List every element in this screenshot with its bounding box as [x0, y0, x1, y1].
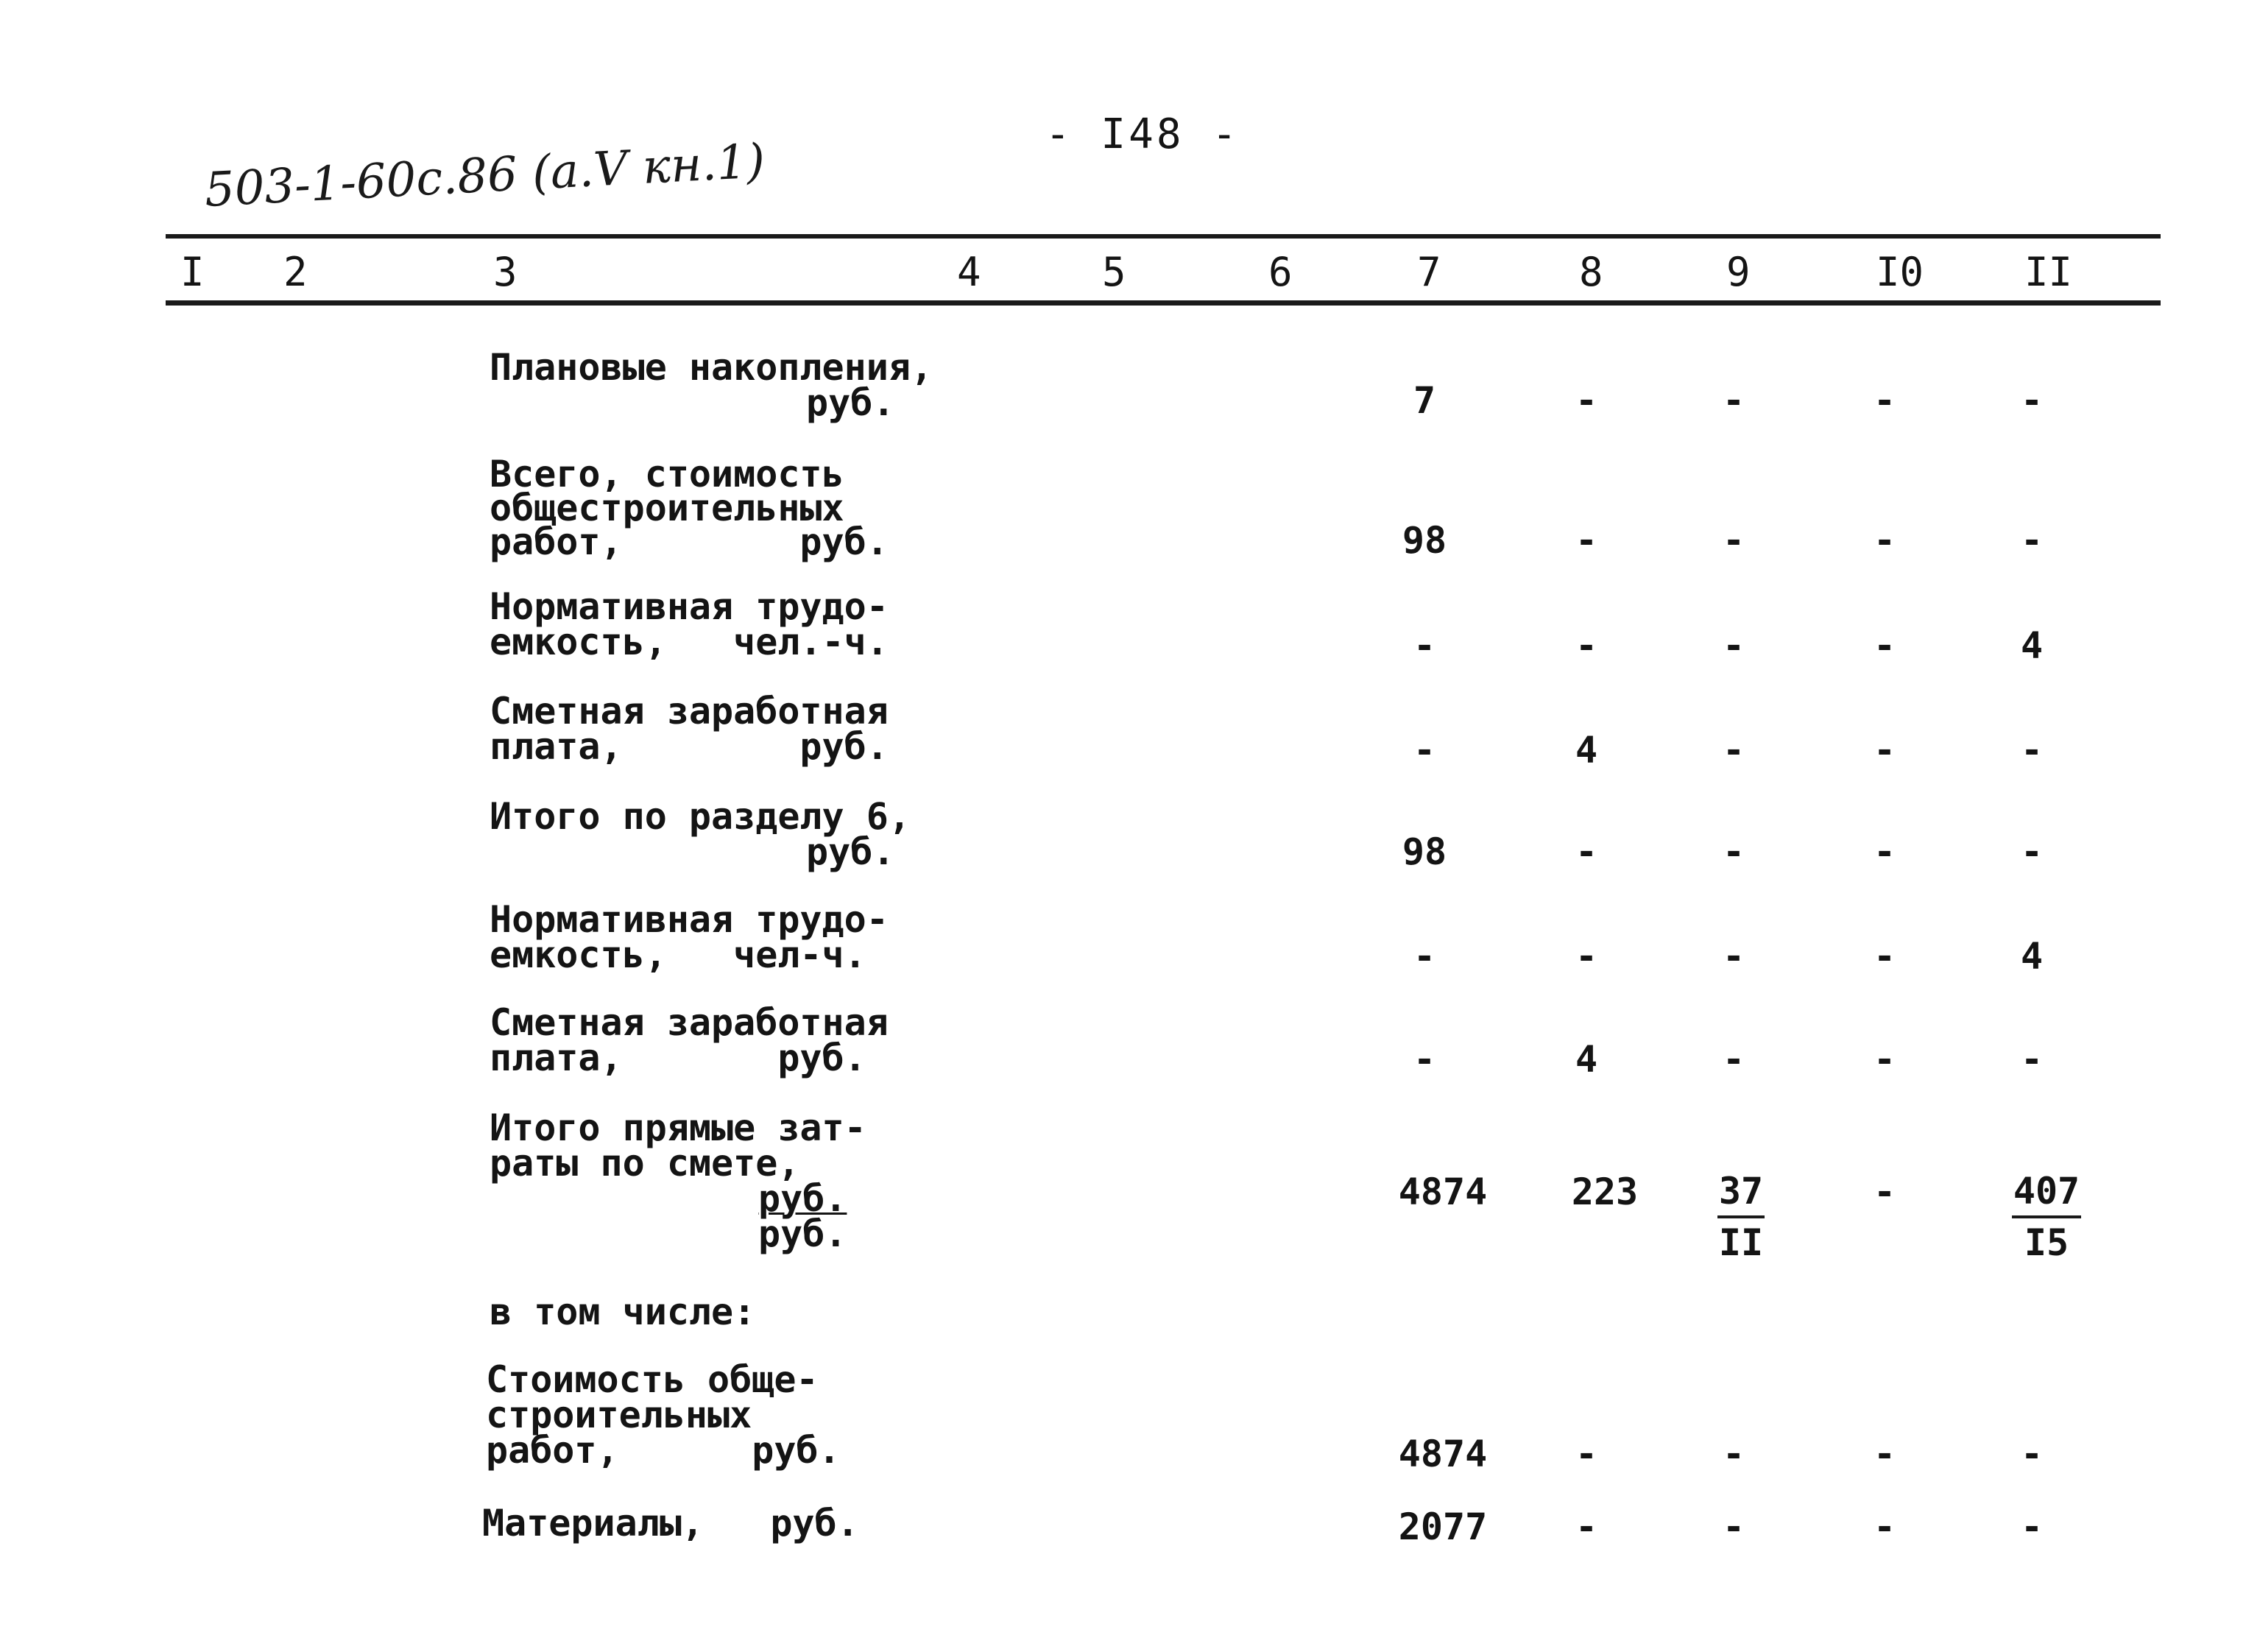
row-label-line: руб. [806, 381, 895, 424]
cell-col10: - [1873, 1038, 1896, 1081]
cell-col11-fraction [1995, 1167, 2098, 1267]
cell-col9: - [1722, 729, 1745, 772]
cell-col10: - [1873, 1171, 1896, 1213]
cell-col7: - [1413, 624, 1436, 667]
cell-col10: - [1873, 729, 1896, 772]
cell-col10: - [1873, 379, 1896, 422]
column-header-11: II [2024, 249, 2073, 295]
row-label-line: Всего, стоимость [490, 453, 844, 495]
cell-col11: - [2020, 519, 2044, 562]
cell-col11: 4 [2020, 624, 2044, 667]
cell-col11: - [2020, 1505, 2044, 1548]
cell-col11: 4 [2020, 935, 2044, 978]
cell-col7: 7 [1413, 379, 1436, 422]
cell-col9-fraction [1689, 1167, 1793, 1267]
cell-col8: - [1575, 935, 1598, 978]
row-label-line: руб. [806, 830, 895, 873]
row-label-line: работ, руб. [490, 520, 889, 563]
column-header-6: 6 [1268, 249, 1293, 295]
cell-col9: - [1722, 519, 1745, 562]
cell-col10: - [1873, 519, 1896, 562]
cell-col8: - [1575, 1505, 1598, 1548]
row-label-line: строительных [486, 1394, 752, 1436]
row-label-line: плата, руб. [490, 1037, 866, 1079]
row-label-line: Итого прямые зат- [490, 1106, 866, 1149]
cell-col9: - [1722, 935, 1745, 978]
cell-col11: - [2020, 729, 2044, 772]
cell-col8: - [1575, 624, 1598, 667]
cell-col11: - [2020, 1433, 2044, 1475]
fraction-numerator: 37 [1717, 1167, 1765, 1218]
row-label-line: Материалы, руб. [482, 1502, 859, 1545]
cell-col8: 4 [1575, 1038, 1598, 1081]
row-label-line: руб. [758, 1177, 847, 1220]
cell-col8: 4 [1575, 729, 1598, 772]
row-label-line: работ, руб. [486, 1429, 841, 1472]
cell-col10: - [1873, 1505, 1896, 1548]
row-label-line: плата, руб. [490, 725, 889, 768]
column-header-7: 7 [1417, 249, 1441, 295]
cell-col9: - [1722, 379, 1745, 422]
row-label-line: Итого по разделу 6, [490, 795, 911, 838]
fraction-numerator: 407 [2012, 1167, 2081, 1218]
cell-col9: - [1722, 1433, 1745, 1475]
cell-col8: 223 [1571, 1171, 1639, 1213]
column-header-3: 3 [493, 249, 518, 295]
cell-col7: - [1413, 935, 1436, 978]
cell-col8: - [1575, 830, 1598, 873]
column-header-2: 2 [283, 249, 308, 295]
fraction-denominator: II [1718, 1221, 1764, 1264]
column-header-8: 8 [1579, 249, 1603, 295]
row-label-line: Сметная заработная [490, 690, 889, 733]
row-label-line: руб. [758, 1212, 847, 1255]
column-header-5: 5 [1102, 249, 1126, 295]
document-reference-handwritten: 503-1-60с.86 (a.V кн.1) [203, 134, 766, 218]
cell-col9: - [1722, 624, 1745, 667]
cell-col7: - [1413, 729, 1436, 772]
cell-col8: - [1575, 519, 1598, 562]
row-label-line: в том числе: [490, 1291, 756, 1333]
cell-col8: - [1575, 1433, 1598, 1475]
header-bottom-rule [166, 300, 2161, 306]
cell-col9: - [1722, 1038, 1745, 1081]
cell-col9: - [1722, 830, 1745, 873]
row-label-line: общестроительных [490, 487, 844, 529]
header-top-rule [166, 234, 2161, 239]
cell-col10: - [1873, 830, 1896, 873]
column-header-4: 4 [957, 249, 981, 295]
cell-col10: - [1873, 935, 1896, 978]
row-label-line: Нормативная трудо- [490, 898, 889, 941]
cell-col7: 98 [1402, 830, 1447, 873]
fraction-denominator: I5 [2024, 1221, 2069, 1264]
cell-col11: - [2020, 379, 2044, 422]
cell-col7: - [1413, 1038, 1436, 1081]
row-label-line: емкость, чел-ч. [490, 933, 866, 976]
cell-col10: - [1873, 624, 1896, 667]
cell-col9: - [1722, 1505, 1745, 1548]
row-label-line: Сметная заработная [490, 1001, 889, 1044]
row-label-line: Плановые накопления, [490, 346, 933, 389]
cell-col7: 98 [1402, 519, 1447, 562]
cell-col8: - [1575, 379, 1598, 422]
cell-col7: 4874 [1398, 1433, 1488, 1475]
cell-col7: 2077 [1398, 1505, 1488, 1548]
row-label-line: раты по смете, [490, 1142, 800, 1185]
cell-col7: 4874 [1398, 1171, 1488, 1213]
page-number: - I48 - [1045, 110, 1240, 158]
cell-col11: - [2020, 830, 2044, 873]
row-label-line: Нормативная трудо- [490, 585, 889, 628]
cell-col10: - [1873, 1433, 1896, 1475]
cell-col11: - [2020, 1038, 2044, 1081]
row-label-line: Стоимость обще- [486, 1358, 819, 1401]
column-header-10: I0 [1876, 249, 1924, 295]
column-header-9: 9 [1726, 249, 1751, 295]
row-label-line: емкость, чел.-ч. [490, 621, 889, 663]
column-header-1: I [180, 249, 205, 295]
